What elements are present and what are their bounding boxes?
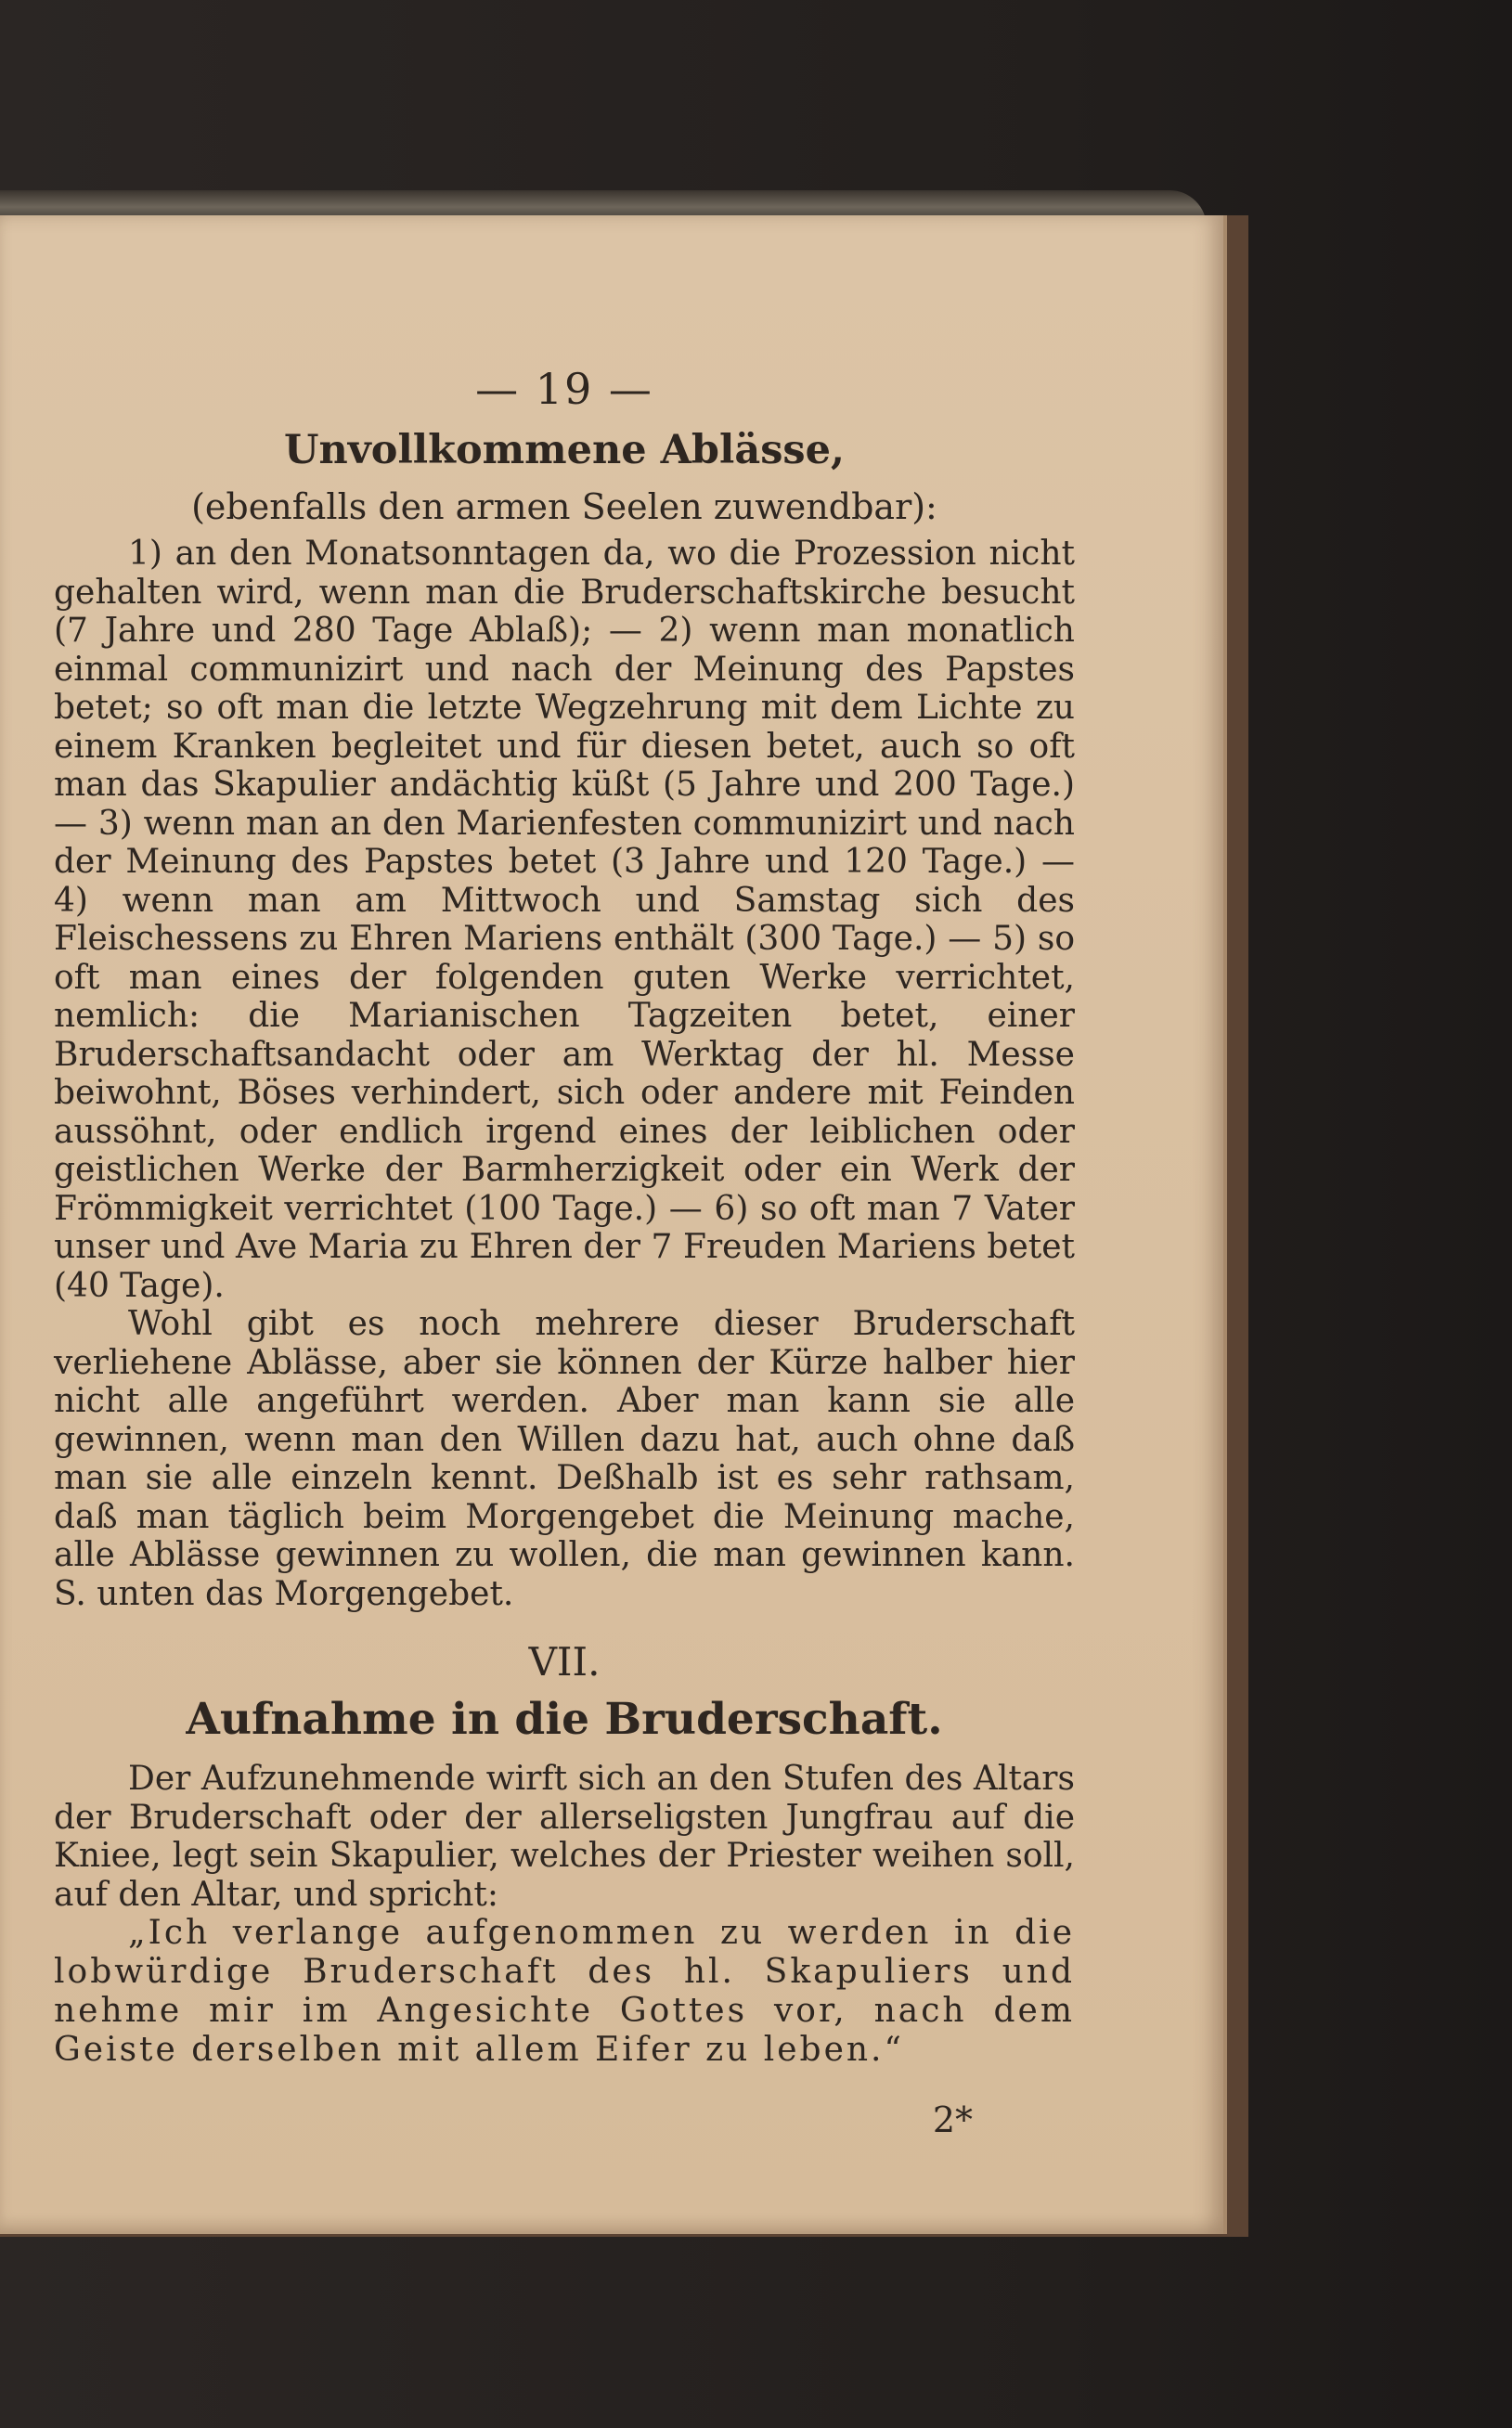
- indulgence-note-paragraph: Wohl gibt es noch mehrere dieser Bruderschaft verliehene Ablässe, aber sie können der Kürze halber hier nicht alle angeführt werden. Aber man kann sie alle gewinnen, wenn man den Willen dazu hat, auch ohne daß man sie alle einzeln kennt. Deßhalb ist es sehr rathsam, daß man täglich beim Morgengebet die Meinung mache, alle Ablässe gewinnen zu wollen, die man gewinnen kann. S. unten das Morgengebet.: [54, 1305, 1075, 1613]
- chapter-number: VII.: [528, 1639, 601, 1685]
- chapter-heading: Aufnahme in die Bruderschaft.: [186, 1694, 943, 1745]
- indulgence-list-paragraph: 1) an den Monatsonntagen da, wo die Prozession nicht gehalten wird, wenn man die Bruderschaftskirche besucht (7 Jahre und 280 Tage Ablaß); — 2) wenn man monatlich einmal communizirt und nach der Meinung des Papstes betet; so oft man die letzte Wegzehrung mit dem Lichte zu einem Kranken begleitet und für diesen betet, auch so oft man das Skapulier andächtig küßt (5 Jahre und 200 Tage.) — 3) wenn man an den Marienfesten communizirt und nach der Meinung des Papstes betet (3 Jahre und 120 Tage.) — 4) wenn man am Mittwoch und Samstag sich des Fleischessens zu Ehren Mariens enthält (300 Tage.) — 5) so oft man eines der folgenden guten Werke verrichtet, nemlich: die Marianischen Tagzeiten betet, einer Bruderschaftsandacht oder am Werktag der hl. Messe beiwohnt, Böses verhindert, sich oder andere mit Feinden aussöhnt, oder endlich irgend eines der leiblichen oder geistlichen Werke der Barmherzigkeit oder ein Werk der Frömmigkeit verrichtet (100 Tage.) — 6) so oft man 7 Vater unser und Ave Maria zu Ehren der 7 Freuden Mariens betet (40 Tage).: [54, 535, 1075, 1305]
- admission-prayer-quote: „Ich verlange aufgenommen zu werden in die lobwürdige Bruderschaft des hl. Skapuliers und nehme mir im Angesichte Gottes vor, nach dem Geiste derselben mit allem Eifer zu leben.“: [54, 1914, 1075, 2069]
- book-page: [0, 215, 1227, 2234]
- admission-paragraph: Der Aufzunehmende wirft sich an den Stufen des Altars der Bruderschaft oder der allerseligsten Jungfrau auf die Kniee, legt sein Skapulier, welches der Priester weihen soll, auf den Altar, und spricht:: [54, 1760, 1075, 1914]
- section-subheading: (ebenfalls den armen Seelen zuwendbar):: [191, 486, 937, 527]
- page-number: — 19 —: [475, 364, 653, 414]
- page-content: [54, 364, 1075, 2070]
- section-heading-indulgences: Unvollkommene Ablässe,: [284, 427, 845, 473]
- signature-mark: 2*: [932, 2099, 973, 2140]
